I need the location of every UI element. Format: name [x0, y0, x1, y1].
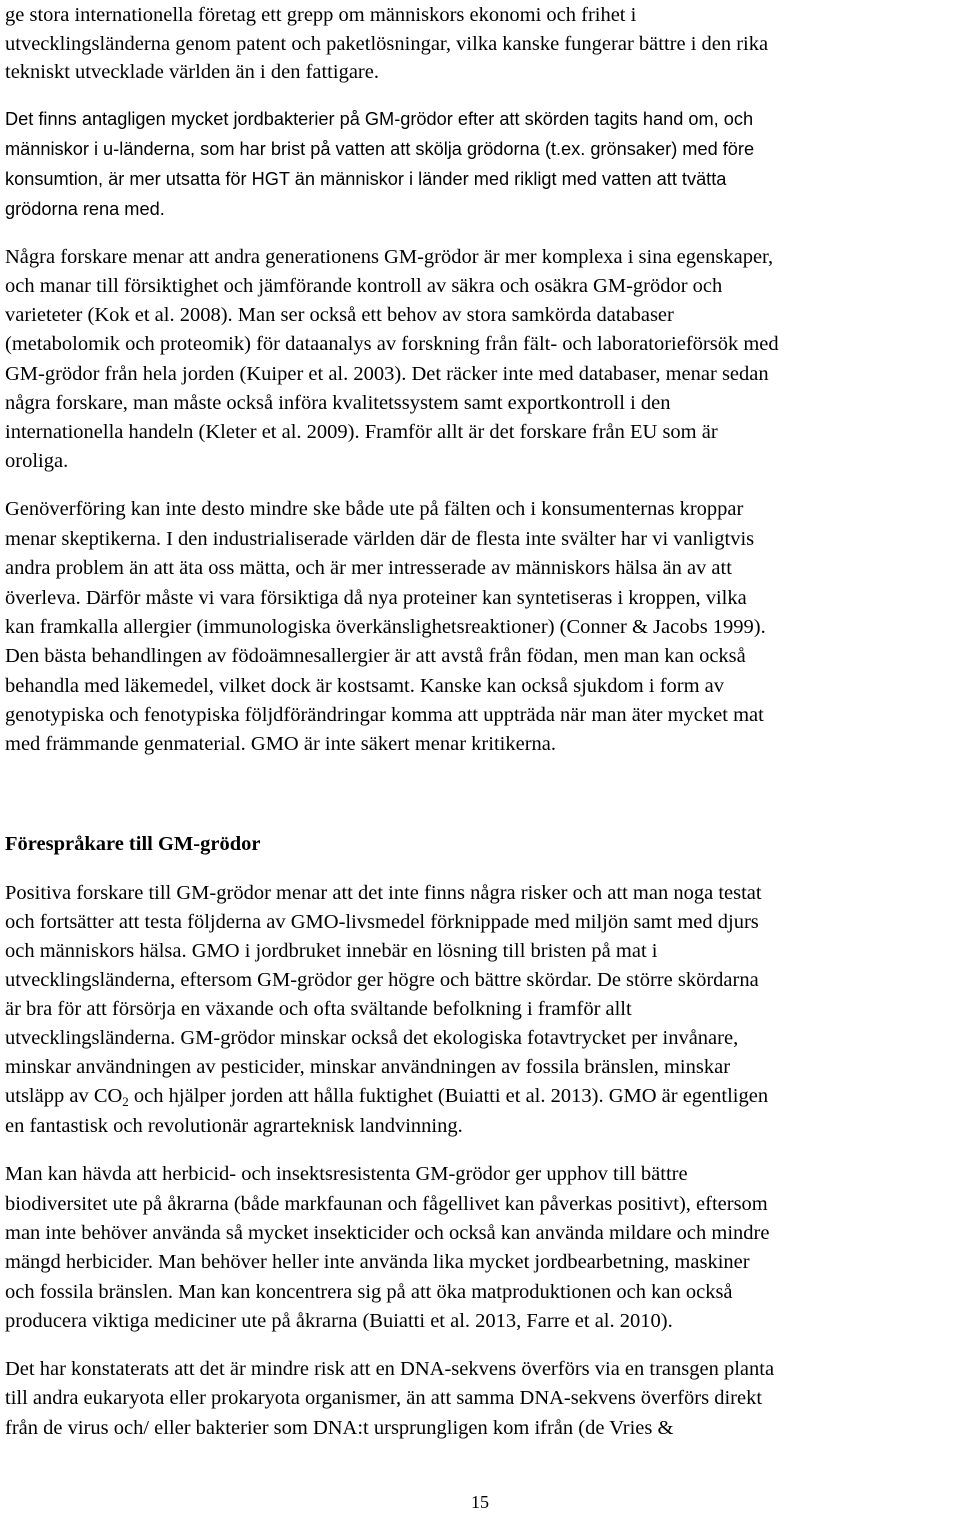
- page-number: 15: [471, 1492, 489, 1512]
- text-line: mängd herbicider. Man behöver heller inte använda lika mycket jordbearbetning, maskiner: [5, 1251, 750, 1273]
- text-line: internationella handeln (Kleter et al. 2009). Framför allt är det forskare från EU som är: [5, 421, 718, 443]
- text-line: (metabolomik och proteomik) för dataanalys av forskning från fält- och laboratorieförsök med: [5, 333, 779, 355]
- text-line: och manar till försiktighet och jämförande kontroll av säkra och osäkra GM-grödor och: [5, 275, 723, 297]
- text-line-co2: [5, 1081, 768, 1113]
- text-line: konsumtion, är mer utsatta för HGT än människor i länder med rikligt med vatten att tvätta: [5, 169, 727, 189]
- text-line: minskar användningen av pesticider, minskar användningen av fossila bränslen, minskar: [5, 1056, 731, 1078]
- text-line: en fantastisk och revolutionär agrarteknisk landvinning.: [5, 1115, 463, 1137]
- text-line: och fossila bränslen. Man kan koncentrera sig på att öka matproduktionen och kan också: [5, 1281, 733, 1303]
- text-line: kan framkalla allergier (immunologiska överkänslighetsreaktioner) (Conner & Jacobs 1999).: [5, 616, 766, 638]
- text-line: ge stora internationella företag ett grepp om människors ekonomi och frihet i: [5, 4, 637, 26]
- text-line: utvecklingsländerna genom patent och paketlösningar, vilka kanske fungerar bättre i den rika: [5, 33, 769, 55]
- text-line: Positiva forskare till GM-grödor menar att det inte finns några risker och att man noga testat: [5, 882, 762, 904]
- text-line: man inte behöver använda så mycket insekticider och också kan använda mildare och mindre: [5, 1222, 770, 1244]
- text-line: utvecklingsländerna, eftersom GM-grödor ger högre och bättre skördar. De större skördarna: [5, 969, 759, 991]
- text-line: och människors hälsa. GMO i jordbruket innebär en lösning till bristen på mat i: [5, 940, 658, 962]
- text-line: menar skeptikerna. I den industrialiserade världen där de flesta inte svälter har vi vanligtvis: [5, 528, 755, 550]
- text-line: Den bästa behandlingen av födoämnesallergier är att avstå från födan, men man kan också: [5, 645, 746, 667]
- text-line: är bra för att försörja en växande och ofta svältande befolkning i framför allt: [5, 998, 632, 1020]
- text-line: Man kan hävda att herbicid- och insektsresistenta GM-grödor ger upphov till bättre: [5, 1163, 688, 1185]
- text-line: Det har konstaterats att det är mindre risk att en DNA-sekvens överförs via en transgen planta: [5, 1358, 775, 1380]
- text-before-subscript: utsläpp av CO: [5, 1085, 123, 1107]
- text-line: Några forskare menar att andra generationens GM-grödor är mer komplexa i sina egenskaper,: [5, 246, 774, 268]
- text-line: varieteter (Kok et al. 2008). Man ser också ett behov av stora samkörda databaser: [5, 304, 674, 326]
- text-line: biodiversitet ute på åkrarna (både markfaunan och fågellivet kan påverkas positivt), eftersom: [5, 1193, 768, 1215]
- subscript-2: 2: [122, 1094, 129, 1109]
- text-line: till andra eukaryota eller prokaryota organismer, än att samma DNA-sekvens överförs direkt: [5, 1387, 763, 1409]
- text-line: utvecklingsländerna. GM-grödor minskar också det ekologiska fotavtrycket per invånare,: [5, 1027, 739, 1049]
- text-line: behandla med läkemedel, vilket dock är kostsamt. Kanske kan också sjukdom i form av: [5, 675, 725, 697]
- text-line: från de virus och/ eller bakterier som DNA:t ursprungligen kom ifrån (de Vries &: [5, 1417, 674, 1439]
- text-line: Det finns antagligen mycket jordbakterier på GM-grödor efter att skörden tagits hand om, och: [5, 109, 754, 129]
- text-line: producera viktiga mediciner ute på åkrarna (Buiatti et al. 2013, Farre et al. 2010).: [5, 1310, 673, 1332]
- text-line: GM-grödor från hela jorden (Kuiper et al. 2003). Det räcker inte med databaser, menar sedan: [5, 363, 769, 385]
- text-line: genotypiska och fenotypiska följdförändringar komma att uppträda när man äter mycket mat: [5, 704, 764, 726]
- text-after-subscript: och hjälper jorden att hålla fuktighet (Buiatti et al. 2013). GMO är egentligen: [128, 1085, 769, 1107]
- text-line: andra problem än att äta oss mätta, och är mer intresserade av människors hälsa än av att: [5, 557, 732, 579]
- text-line: med främmande genmaterial. GMO är inte säkert menar kritikerna.: [5, 733, 556, 755]
- text-line: grödorna rena med.: [5, 199, 165, 219]
- text-line: och fortsätter att testa följderna av GMO-livsmedel förknippade med miljön samt med djurs: [5, 911, 759, 933]
- text-line: människor i u-länderna, som har brist på vatten att skölja grödorna (t.ex. grönsaker) med före: [5, 139, 755, 159]
- text-line: tekniskt utvecklade världen än i den fattigare.: [5, 61, 379, 83]
- text-line: överleva. Därför måste vi vara försiktiga då nya proteiner kan syntetiseras i kroppen, vilka: [5, 587, 747, 609]
- text-line: oroliga.: [5, 450, 69, 472]
- section-heading: Förespråkare till GM-grödor: [5, 833, 261, 855]
- text-line: Genöverföring kan inte desto mindre ske både ute på fälten och i konsumenternas kroppar: [5, 498, 744, 520]
- text-line: några forskare, man måste också införa kvalitetssystem samt exportkontroll i den: [5, 392, 671, 414]
